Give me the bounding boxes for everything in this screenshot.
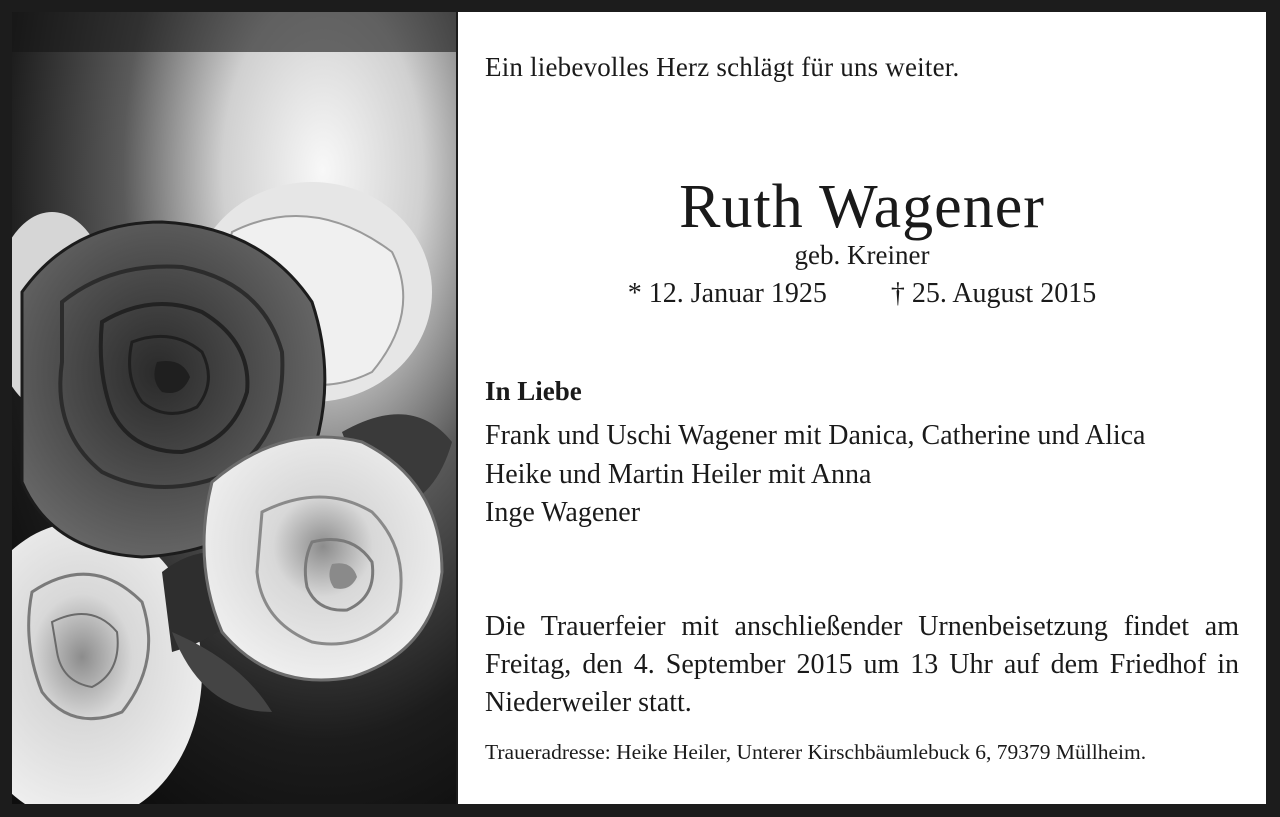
mourners-list	[485, 417, 1146, 533]
mourning-address: Traueradresse: Heike Heiler, Unterer Kirschbäumlebuck 6, 79379 Müllheim.	[485, 740, 1147, 764]
roses-image	[12, 12, 456, 804]
mourner-line: Inge Wagener	[485, 497, 641, 528]
life-dates	[458, 278, 1266, 310]
service-details: Die Trauerfeier mit anschließender Urnenbeisetzung findet am Freitag, den 4. September 2015 um 13 Uhr auf dem Friedhof in Niederweiler statt.	[485, 611, 1239, 718]
obituary-text-panel	[458, 12, 1266, 804]
birth-name: geb. Kreiner	[794, 240, 930, 270]
mourner-line: Frank und Uschi Wagener mit Danica, Catherine und Alica	[485, 420, 1146, 451]
greeting: In Liebe	[485, 376, 582, 406]
motto: Ein liebevolles Herz schlägt für uns weiter.	[485, 52, 960, 82]
deceased-name: Ruth Wagener	[679, 173, 1045, 241]
death-date: † 25. August 2015	[890, 278, 1097, 309]
birth-date: * 12. Januar 1925	[627, 278, 827, 309]
mourner-line: Heike und Martin Heiler mit Anna	[485, 458, 872, 490]
